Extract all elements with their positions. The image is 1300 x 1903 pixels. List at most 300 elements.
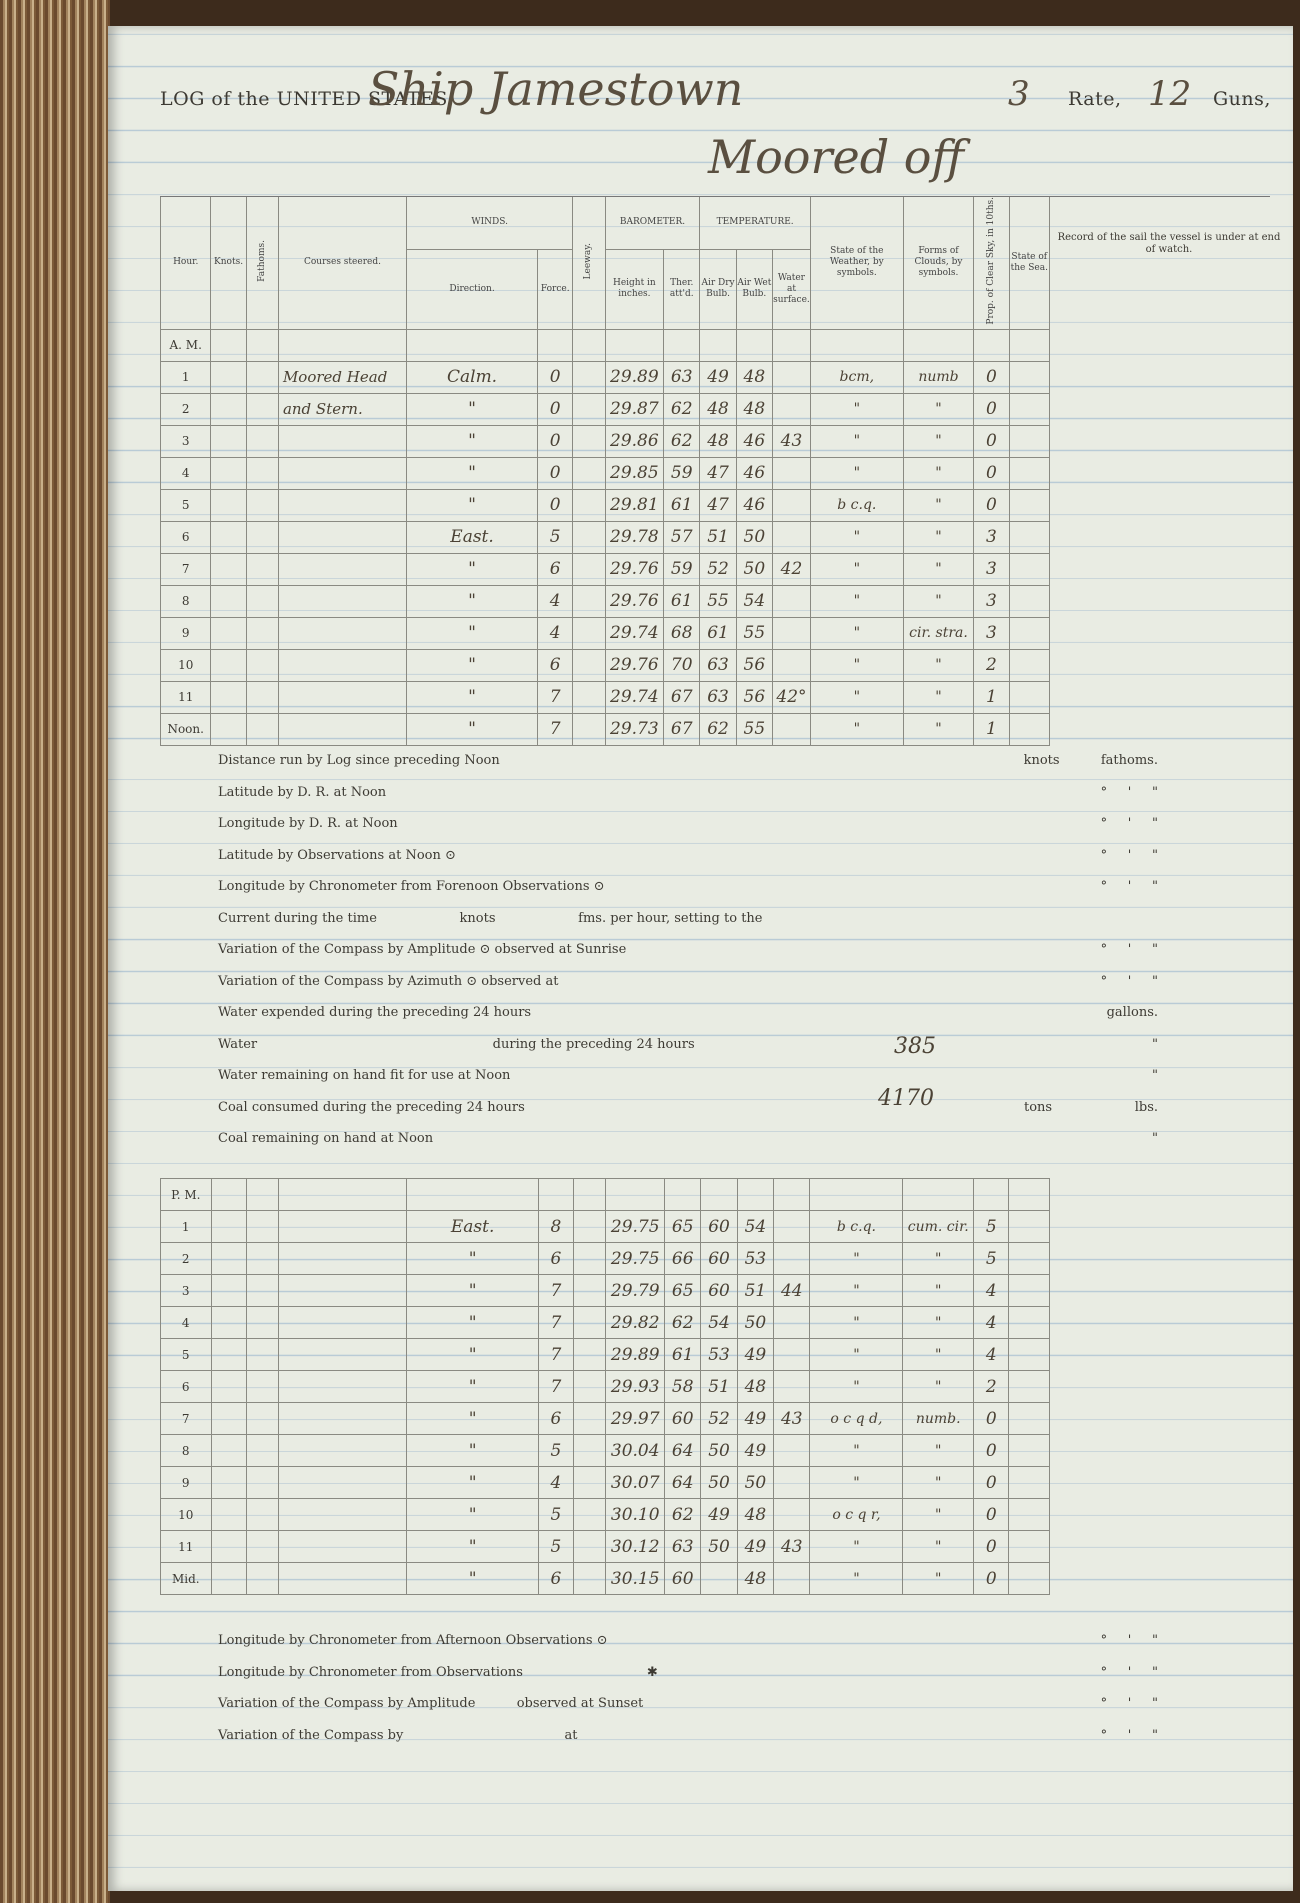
am-row	[161, 393, 1050, 425]
am-height-cell: 29.76	[605, 553, 663, 585]
pm-hour-cell: 9	[161, 1467, 212, 1499]
am-dry-cell: 63	[700, 681, 736, 713]
am-dry-cell: 48	[700, 393, 736, 425]
pm-ther-cell: 65	[665, 1211, 701, 1243]
pm-hour-cell: 6	[161, 1371, 212, 1403]
pm-height-cell: 30.15	[606, 1563, 665, 1595]
am-courses-cell	[278, 489, 406, 521]
am-clear-cell: 1	[974, 681, 1009, 713]
am-courses-cell	[278, 713, 406, 745]
am-row	[161, 425, 1050, 457]
evening_summary-label: Variation of the Compass by Amplitude observed at Sunset	[218, 1696, 644, 1711]
pm-wet-cell: 49	[737, 1403, 773, 1435]
pm-clouds-cell: "	[903, 1435, 974, 1467]
am-courses-cell: Moored Head	[278, 361, 406, 393]
pm-log-table	[160, 1178, 1050, 1595]
am-weather-cell: "	[810, 553, 903, 585]
am-hour-cell: 5	[161, 489, 211, 521]
vessel-name: Ship Jamestown	[368, 62, 744, 116]
pm-clouds-cell: "	[903, 1467, 974, 1499]
am-ther-cell: 57	[664, 521, 700, 553]
am-dry-cell: 51	[700, 521, 736, 553]
am-ther-cell: 62	[664, 425, 700, 457]
pm-weather-cell: "	[810, 1275, 903, 1307]
am-ther-cell: 70	[664, 649, 700, 681]
noon_summary-label: Longitude by Chronometer from Forenoon Observations ⊙	[218, 879, 605, 894]
am-water-cell: 42	[772, 553, 810, 585]
pm-dir-cell: "	[407, 1339, 538, 1371]
evening_summary-unit: ° ' "	[1100, 1696, 1158, 1711]
fathoms-header: Fathoms.	[256, 239, 267, 282]
am-courses-cell: and Stern.	[278, 393, 406, 425]
pm-clear-cell: 0	[974, 1531, 1009, 1563]
noon_summary-unit: ° ' "	[1100, 816, 1158, 831]
noon_summary-label: Current during the time knots fms. per hour, setting to the	[218, 910, 763, 926]
am-dry-cell: 47	[700, 489, 736, 521]
air-wet-header: Air Wet Bulb.	[736, 249, 772, 329]
am-force-cell: 7	[538, 681, 573, 713]
am-ther-cell: 68	[664, 617, 700, 649]
pm-dir-cell: "	[407, 1307, 538, 1339]
log-page	[108, 26, 1293, 1891]
am-clouds-cell: "	[903, 521, 974, 553]
am-clear-cell: 0	[974, 425, 1009, 457]
pm-height-cell: 30.07	[606, 1467, 665, 1499]
am-dir-cell: "	[407, 393, 538, 425]
am-dir-cell: "	[407, 681, 538, 713]
pm-clouds-cell: "	[903, 1499, 974, 1531]
pm-dir-cell: "	[407, 1275, 538, 1307]
am-row	[161, 553, 1050, 585]
am-clouds-cell: "	[903, 393, 974, 425]
pm-ther-cell: 63	[665, 1531, 701, 1563]
am-clear-cell: 3	[974, 617, 1009, 649]
rate-value: 3	[1008, 74, 1030, 114]
am-ther-cell: 63	[664, 361, 700, 393]
noon_summary-label: Water remaining on hand fit for use at Noon	[218, 1068, 511, 1083]
am-weather-cell: "	[810, 713, 903, 745]
am-height-cell: 29.89	[605, 361, 663, 393]
am-row	[161, 617, 1050, 649]
pm-water-cell	[774, 1211, 810, 1243]
noon_summary-label: Variation of the Compass by Azimuth ⊙ observed at	[218, 973, 559, 989]
pm-dir-cell: "	[407, 1467, 538, 1499]
pm-clouds-cell: numb.	[903, 1403, 974, 1435]
pm-water-cell: 43	[774, 1531, 810, 1563]
am-dir-cell: "	[407, 457, 538, 489]
am-height-cell: 29.74	[605, 681, 663, 713]
pm-wet-cell: 48	[737, 1499, 773, 1531]
pm-height-cell: 29.89	[606, 1339, 665, 1371]
pm-height-cell: 30.04	[606, 1435, 665, 1467]
air-dry-header: Air Dry Bulb.	[700, 249, 736, 329]
pm-height-cell: 30.10	[606, 1499, 665, 1531]
noon_summary-unit: tons lbs.	[1023, 1099, 1158, 1115]
pm-clear-cell: 0	[974, 1467, 1009, 1499]
pm-row	[161, 1467, 1050, 1499]
am-clear-cell: 3	[974, 521, 1009, 553]
water-expended-value: 385	[894, 1034, 936, 1059]
pm-water-cell	[774, 1467, 810, 1499]
pm-weather-cell: "	[810, 1307, 903, 1339]
pm-ther-cell: 60	[665, 1563, 701, 1595]
am-clouds-cell: "	[903, 713, 974, 745]
am-dir-cell: "	[407, 617, 538, 649]
pm-hour-cell: 2	[161, 1243, 212, 1275]
am-clear-cell: 0	[974, 457, 1009, 489]
am-weather-cell: bcm,	[810, 361, 903, 393]
pm-ther-cell: 61	[665, 1339, 701, 1371]
pm-height-cell: 29.79	[606, 1275, 665, 1307]
evening_summary-label: Longitude by Chronometer from Observations ✱	[218, 1664, 658, 1680]
noon_summary-unit: "	[1152, 1068, 1158, 1083]
pm-force-cell: 4	[538, 1467, 573, 1499]
pm-row	[161, 1531, 1050, 1563]
clouds-header: Forms of Clouds, by symbols.	[903, 197, 974, 330]
am-dir-cell: "	[407, 425, 538, 457]
am-height-cell: 29.76	[605, 585, 663, 617]
am-dir-cell: East.	[407, 521, 538, 553]
pm-hour-cell: Mid.	[161, 1563, 212, 1595]
pm-row	[161, 1307, 1050, 1339]
noon_summary-unit: ° ' "	[1100, 784, 1158, 800]
pm-clouds-cell: "	[903, 1339, 974, 1371]
pm-clouds-cell: "	[903, 1371, 974, 1403]
am-ther-cell: 59	[664, 553, 700, 585]
pm-row	[161, 1499, 1050, 1531]
courses-header: Courses steered.	[278, 197, 406, 330]
pm-force-cell: 6	[538, 1243, 573, 1275]
pm-ther-cell: 64	[665, 1467, 701, 1499]
pm-force-cell: 5	[538, 1531, 573, 1563]
am-clear-cell: 0	[974, 489, 1009, 521]
pm-force-cell: 6	[538, 1403, 573, 1435]
pm-force-cell: 7	[538, 1371, 573, 1403]
am-clear-cell: 1	[974, 713, 1009, 745]
pm-force-cell: 7	[538, 1307, 573, 1339]
pm-hour-cell: 1	[161, 1211, 212, 1243]
pm-height-cell: 29.93	[606, 1371, 665, 1403]
am-weather-cell: "	[810, 585, 903, 617]
am-log-table	[160, 196, 1050, 746]
pm-dir-cell: "	[407, 1403, 538, 1435]
noon_summary-label: Coal remaining on hand at Noon	[218, 1131, 434, 1146]
am-clear-cell: 0	[974, 361, 1009, 393]
pm-hour-cell: 10	[161, 1499, 212, 1531]
am-force-cell: 6	[538, 553, 573, 585]
pm-row	[161, 1339, 1050, 1371]
water-remaining-value: 4170	[878, 1086, 934, 1111]
am-ther-cell: 61	[664, 489, 700, 521]
am-clouds-cell: "	[903, 649, 974, 681]
pm-row	[161, 1275, 1050, 1307]
am-height-cell: 29.85	[605, 457, 663, 489]
pm-row	[161, 1563, 1050, 1595]
pm-dir-cell: "	[407, 1371, 538, 1403]
evening_summary-label: Variation of the Compass by at	[218, 1727, 578, 1743]
am-force-cell: 5	[538, 521, 573, 553]
am-hour-cell: 11	[161, 681, 211, 713]
pm-water-cell	[774, 1307, 810, 1339]
pm-water-cell	[774, 1339, 810, 1371]
am-clouds-cell: numb	[903, 361, 974, 393]
pm-weather-cell: o c q d,	[810, 1403, 903, 1435]
pm-wet-cell: 49	[737, 1531, 773, 1563]
pm-clear-cell: 0	[974, 1499, 1009, 1531]
am-clouds-cell: cir. stra.	[903, 617, 974, 649]
pm-clear-cell: 0	[974, 1563, 1009, 1595]
ther-header: Ther. att'd.	[664, 249, 700, 329]
height-header: Height in inches.	[605, 249, 663, 329]
guns-value: 12	[1148, 74, 1192, 114]
evening_summary-unit: ° ' "	[1100, 1664, 1158, 1680]
noon_summary-unit: ° ' "	[1100, 973, 1158, 989]
am-force-cell: 7	[538, 713, 573, 745]
am-dir-cell: "	[407, 713, 538, 745]
am-height-cell: 29.87	[605, 393, 663, 425]
pm-height-cell: 29.75	[606, 1243, 665, 1275]
winds-header: WINDS.	[407, 197, 573, 250]
pm-dry-cell: 50	[701, 1435, 737, 1467]
am-wet-cell: 56	[736, 649, 772, 681]
pm-hour-cell: 11	[161, 1531, 212, 1563]
am-dry-cell: 55	[700, 585, 736, 617]
am-row	[161, 713, 1050, 745]
pm-dir-cell: "	[407, 1563, 538, 1595]
pm-clouds-cell: "	[903, 1307, 974, 1339]
pm-force-cell: 8	[538, 1211, 573, 1243]
am-wet-cell: 55	[736, 617, 772, 649]
am-courses-cell	[278, 425, 406, 457]
pm-ther-cell: 65	[665, 1275, 701, 1307]
book-edge	[0, 0, 110, 1903]
pm-ther-cell: 62	[665, 1499, 701, 1531]
rate-label: Rate,	[1068, 88, 1122, 110]
pm-clouds-cell: "	[903, 1243, 974, 1275]
am-dir-cell: Calm.	[407, 361, 538, 393]
am-ther-cell: 67	[664, 681, 700, 713]
am-courses-cell	[278, 617, 406, 649]
am-height-cell: 29.74	[605, 617, 663, 649]
pm-clear-cell: 0	[974, 1435, 1009, 1467]
pm-wet-cell: 49	[737, 1435, 773, 1467]
am-height-cell: 29.81	[605, 489, 663, 521]
am-wet-cell: 54	[736, 585, 772, 617]
am-row	[161, 489, 1050, 521]
am-hour-cell: 4	[161, 457, 211, 489]
knots-header: Knots.	[211, 197, 246, 330]
am-clear-cell: 3	[974, 585, 1009, 617]
am-hour-cell: 3	[161, 425, 211, 457]
am-clouds-cell: "	[903, 553, 974, 585]
pm-clouds-cell: "	[903, 1531, 974, 1563]
am-height-cell: 29.73	[605, 713, 663, 745]
am-courses-cell	[278, 521, 406, 553]
noon_summary-label: Longitude by D. R. at Noon	[218, 816, 398, 831]
pm-force-cell: 7	[538, 1275, 573, 1307]
leeway-header: Leeway.	[583, 242, 594, 280]
pm-force-cell: 5	[538, 1499, 573, 1531]
pm-water-cell: 43	[774, 1403, 810, 1435]
am-courses-cell	[278, 649, 406, 681]
water-temp-header: Water at surface.	[772, 249, 810, 329]
evening_summary-unit: ° ' "	[1100, 1633, 1158, 1648]
am-clouds-cell: "	[903, 681, 974, 713]
pm-hour-cell: 8	[161, 1435, 212, 1467]
guns-label: Guns,	[1213, 88, 1271, 110]
am-force-cell: 0	[538, 361, 573, 393]
pm-dir-cell: "	[407, 1243, 538, 1275]
pm-clouds-cell: cum. cir.	[903, 1211, 974, 1243]
pm-wet-cell: 49	[737, 1339, 773, 1371]
noon_summary-label: Distance run by Log since preceding Noon	[218, 753, 500, 768]
noon_summary-unit: gallons.	[1106, 1005, 1158, 1020]
pm-wet-cell: 48	[737, 1371, 773, 1403]
pm-dir-cell: "	[407, 1499, 538, 1531]
am-hour-cell: 6	[161, 521, 211, 553]
pm-height-cell: 29.75	[606, 1211, 665, 1243]
am-weather-cell: "	[810, 457, 903, 489]
pm-row	[161, 1243, 1050, 1275]
am-row	[161, 585, 1050, 617]
pm-clear-cell: 4	[974, 1307, 1009, 1339]
direction-header: Direction.	[407, 249, 538, 329]
am-wet-cell: 48	[736, 361, 772, 393]
am-hour-cell: 7	[161, 553, 211, 585]
pm-force-cell: 7	[538, 1339, 573, 1371]
noon_summary-unit: ° ' "	[1100, 942, 1158, 957]
am-ther-cell: 59	[664, 457, 700, 489]
am-hour-cell: 1	[161, 361, 211, 393]
pm-weather-cell: "	[810, 1531, 903, 1563]
noon_summary-label: Variation of the Compass by Amplitude ⊙ observed at Sunrise	[218, 942, 627, 957]
pm-row	[161, 1371, 1050, 1403]
pm-weather-cell: o c q r,	[810, 1499, 903, 1531]
am-courses-cell	[278, 553, 406, 585]
pm-clear-cell: 4	[974, 1275, 1009, 1307]
noon_summary-unit: "	[1152, 1131, 1158, 1146]
pm-dir-cell: "	[407, 1531, 538, 1563]
am-row	[161, 361, 1050, 393]
am-wet-cell: 50	[736, 521, 772, 553]
am-force-cell: 4	[538, 617, 573, 649]
pm-water-cell	[774, 1371, 810, 1403]
am-water-cell	[772, 617, 810, 649]
am-wet-cell: 46	[736, 489, 772, 521]
noon_summary-unit: "	[1152, 1036, 1158, 1052]
pm-ther-cell: 62	[665, 1307, 701, 1339]
clear-sky-header: Prop. of Clear Sky, in 10ths.	[985, 197, 996, 325]
pm-dir-cell: "	[407, 1435, 538, 1467]
am-hour-cell: 9	[161, 617, 211, 649]
pm-weather-cell: "	[810, 1435, 903, 1467]
pm-ther-cell: 58	[665, 1371, 701, 1403]
pm-wet-cell: 50	[737, 1467, 773, 1499]
weather-header: State of the Weather, by symbols.	[810, 197, 903, 330]
am-water-cell	[772, 713, 810, 745]
am-dry-cell: 52	[700, 553, 736, 585]
noon_summary-unit: ° ' "	[1100, 879, 1158, 894]
pm-dry-cell: 50	[701, 1531, 737, 1563]
noon_summary-label: Water expended during the preceding 24 hours	[218, 1005, 532, 1020]
pm-dir-cell: East.	[407, 1211, 538, 1243]
pm-height-cell: 30.12	[606, 1531, 665, 1563]
am-dry-cell: 61	[700, 617, 736, 649]
pm-clear-cell: 5	[974, 1211, 1009, 1243]
pm-dry-cell: 53	[701, 1339, 737, 1371]
pm-water-cell: 44	[774, 1275, 810, 1307]
am-weather-cell: "	[810, 425, 903, 457]
am-clouds-cell: "	[903, 457, 974, 489]
am-row	[161, 681, 1050, 713]
pm-dry-cell: 51	[701, 1371, 737, 1403]
am-force-cell: 6	[538, 649, 573, 681]
evening_summary-label: Longitude by Chronometer from Afternoon Observations ⊙	[218, 1633, 608, 1648]
am-wet-cell: 48	[736, 393, 772, 425]
pm-clear-cell: 0	[974, 1403, 1009, 1435]
am-water-cell	[772, 393, 810, 425]
pm-ther-cell: 66	[665, 1243, 701, 1275]
pm-dry-cell: 54	[701, 1307, 737, 1339]
am-weather-cell: "	[810, 393, 903, 425]
am-force-cell: 0	[538, 457, 573, 489]
pm-row	[161, 1435, 1050, 1467]
am-water-cell	[772, 585, 810, 617]
am-clear-cell: 2	[974, 649, 1009, 681]
am-ther-cell: 61	[664, 585, 700, 617]
pm-clouds-cell: "	[903, 1275, 974, 1307]
am-force-cell: 0	[538, 393, 573, 425]
pm-label: P. M.	[161, 1179, 212, 1211]
record-header: Record of the sail the vessel is under at end of watch.	[1057, 232, 1281, 255]
pm-wet-cell: 50	[737, 1307, 773, 1339]
am-courses-cell	[278, 681, 406, 713]
pm-dry-cell	[701, 1563, 737, 1595]
am-water-cell	[772, 457, 810, 489]
pm-clear-cell: 5	[974, 1243, 1009, 1275]
am-dry-cell: 48	[700, 425, 736, 457]
am-clouds-cell: "	[903, 585, 974, 617]
pm-ther-cell: 64	[665, 1435, 701, 1467]
am-row	[161, 649, 1050, 681]
pm-row	[161, 1403, 1050, 1435]
am-courses-cell	[278, 457, 406, 489]
am-water-cell: 43	[772, 425, 810, 457]
log-title-prefix: LOG of the UNITED STATES	[160, 88, 448, 110]
pm-height-cell: 29.82	[606, 1307, 665, 1339]
pm-weather-cell: "	[810, 1339, 903, 1371]
evening_summary-unit: ° ' "	[1100, 1727, 1158, 1743]
am-dry-cell: 49	[700, 361, 736, 393]
am-weather-cell: "	[810, 681, 903, 713]
am-water-cell	[772, 649, 810, 681]
am-wet-cell: 46	[736, 457, 772, 489]
pm-dry-cell: 60	[701, 1211, 737, 1243]
hour-header: Hour.	[161, 197, 211, 330]
pm-dry-cell: 60	[701, 1243, 737, 1275]
am-row	[161, 457, 1050, 489]
pm-row	[161, 1211, 1050, 1243]
pm-ther-cell: 60	[665, 1403, 701, 1435]
barometer-header: BAROMETER.	[605, 197, 700, 250]
am-height-cell: 29.78	[605, 521, 663, 553]
pm-weather-cell: "	[810, 1243, 903, 1275]
am-weather-cell: "	[810, 521, 903, 553]
temperature-header: TEMPERATURE.	[700, 197, 811, 250]
pm-clear-cell: 2	[974, 1371, 1009, 1403]
pm-hour-cell: 3	[161, 1275, 212, 1307]
pm-clouds-cell: "	[903, 1563, 974, 1595]
